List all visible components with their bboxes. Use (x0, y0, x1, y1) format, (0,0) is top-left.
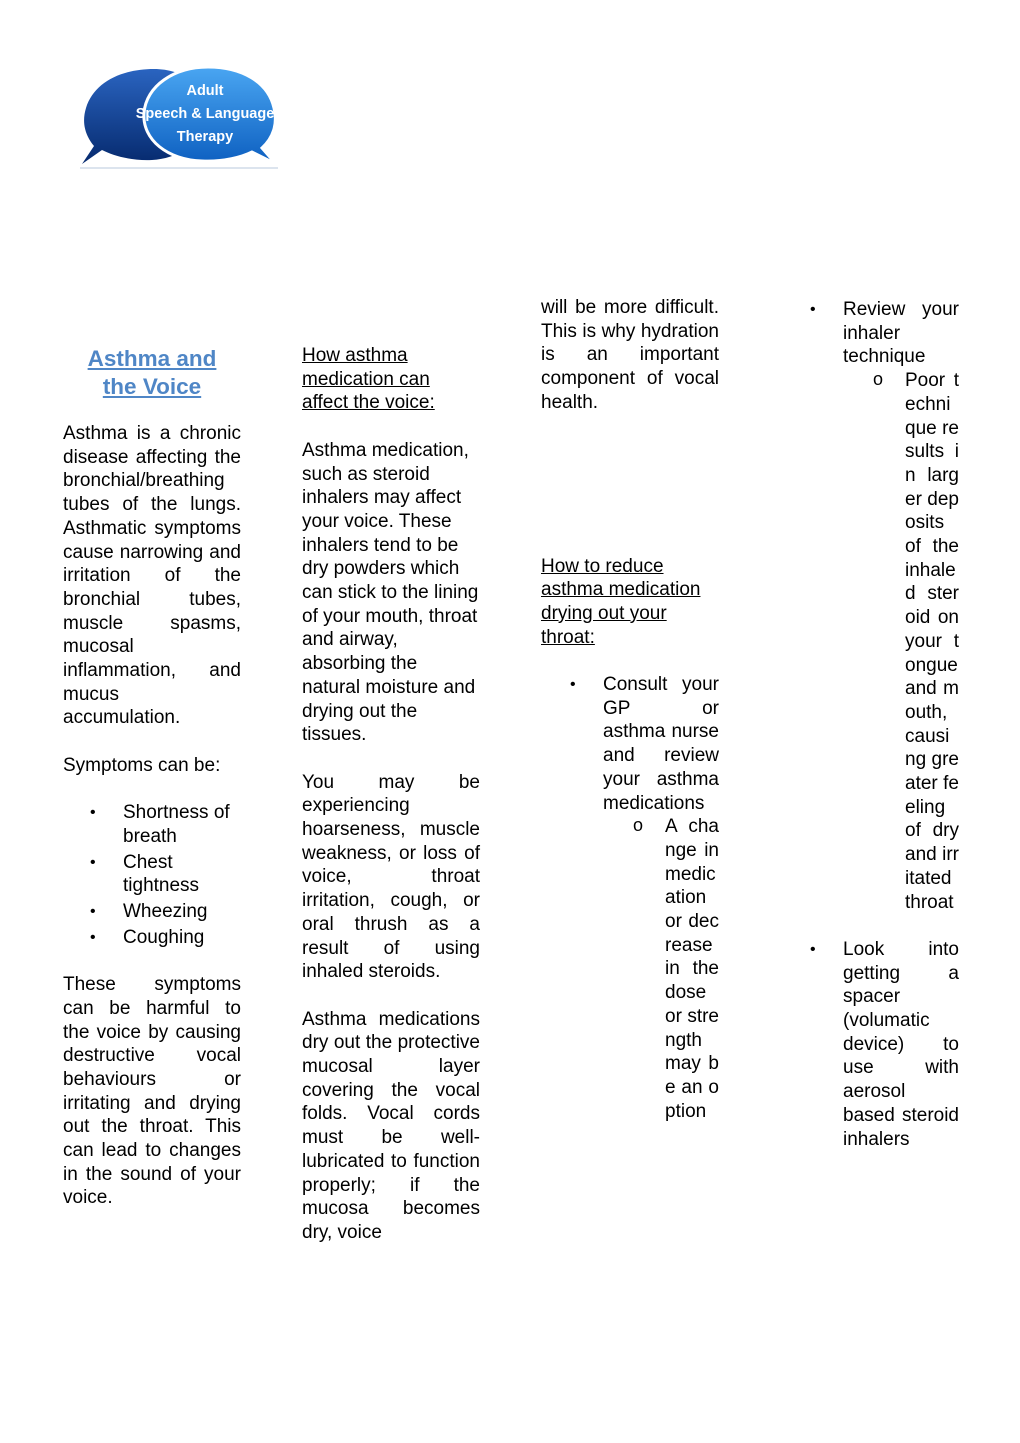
page-title-line1: Asthma and (87, 346, 217, 371)
logo-baseline (80, 167, 278, 169)
intro-paragraph: Asthma is a chronic disease affecting the bronchial/breathing tubes of the lungs. Asthmatic symptoms cause narrowing and irritation of the bronchial tubes, muscle spasms, mucosal inflammation, and mucus accumulation. (63, 423, 241, 729)
mucosa-paragraph: Asthma medications dry out the protective mucosal layer covering the vocal folds. Vocal cords must be well-lubricated to function properly; if the mucosa becomes dry, voice (302, 1008, 480, 1243)
section-heading-medication-effects: How asthma medication can affect the voice: (302, 345, 435, 414)
column-asthma-and-voice (63, 345, 241, 1210)
poor-technique-text: o Poor technique results in larger deposits of the inhaled steroid on your tongue and mouth, causing greater feeling of dry and irritated throat (905, 370, 959, 913)
list-item: • Shortness of breath (61, 801, 241, 848)
sub-list (843, 369, 959, 914)
medication-change-text: o A change in medication or decrease in the dose or strength may be an option (665, 816, 719, 1122)
logo-line-adult: Adult (186, 83, 224, 99)
advice-list (541, 673, 719, 1123)
sub-list (603, 815, 719, 1123)
logo-line-speech-language: Speech & Language (135, 106, 275, 122)
column-reduce-drying (541, 296, 719, 1123)
symptoms-paragraph: You may be experiencing hoarseness, muscle weakness, or loss of voice, throat irritation, cough, or oral thrush as a result of using inhaled steroids. (302, 771, 480, 983)
list-item: • Chest tightness (61, 851, 241, 898)
symptoms-list (61, 801, 241, 949)
continued-paragraph: will be more difficult. This is why hydration is an important component of vocal health. (541, 297, 719, 413)
list-item (781, 938, 959, 1151)
sub-list-item (843, 369, 959, 914)
column-medication-effects (302, 344, 480, 1245)
spacer-text: • Look into getting a spacer (volumatic device) to use with aerosol based steroid inhalers (843, 938, 959, 1150)
logo-line-therapy: Therapy (176, 129, 234, 145)
review-inhaler-text: • Review your inhaler technique (843, 299, 959, 368)
sub-list-item (603, 815, 719, 1123)
list-item: • Wheezing (61, 900, 241, 924)
medication-paragraph: Asthma medication, such as steroid inhalers may affect your voice. These inhalers tend to be dry powders which can stick to the lining of your mouth, throat and airway, absorbing the natural moisture and drying out the tissues. (302, 439, 479, 746)
column-inhaler-tips (781, 298, 959, 1151)
advice-list (781, 298, 959, 1151)
logo (80, 66, 278, 170)
closing-paragraph: These symptoms can be harmful to the voice by causing destructive vocal behaviours or irritating and drying out the throat. This can lead to changes in the sound of your voice. (63, 974, 241, 1209)
list-item: • Coughing (61, 926, 241, 950)
symptoms-label: Symptoms can be: (63, 754, 221, 776)
page-title-line2: the Voice (102, 374, 202, 399)
section-heading-reduce-drying: How to reduce asthma medication drying out your throat: (541, 555, 701, 648)
list-item (541, 673, 719, 1123)
list-item (781, 298, 959, 914)
consult-gp-text: • Consult your GP or asthma nurse and review your asthma medications (603, 674, 719, 814)
